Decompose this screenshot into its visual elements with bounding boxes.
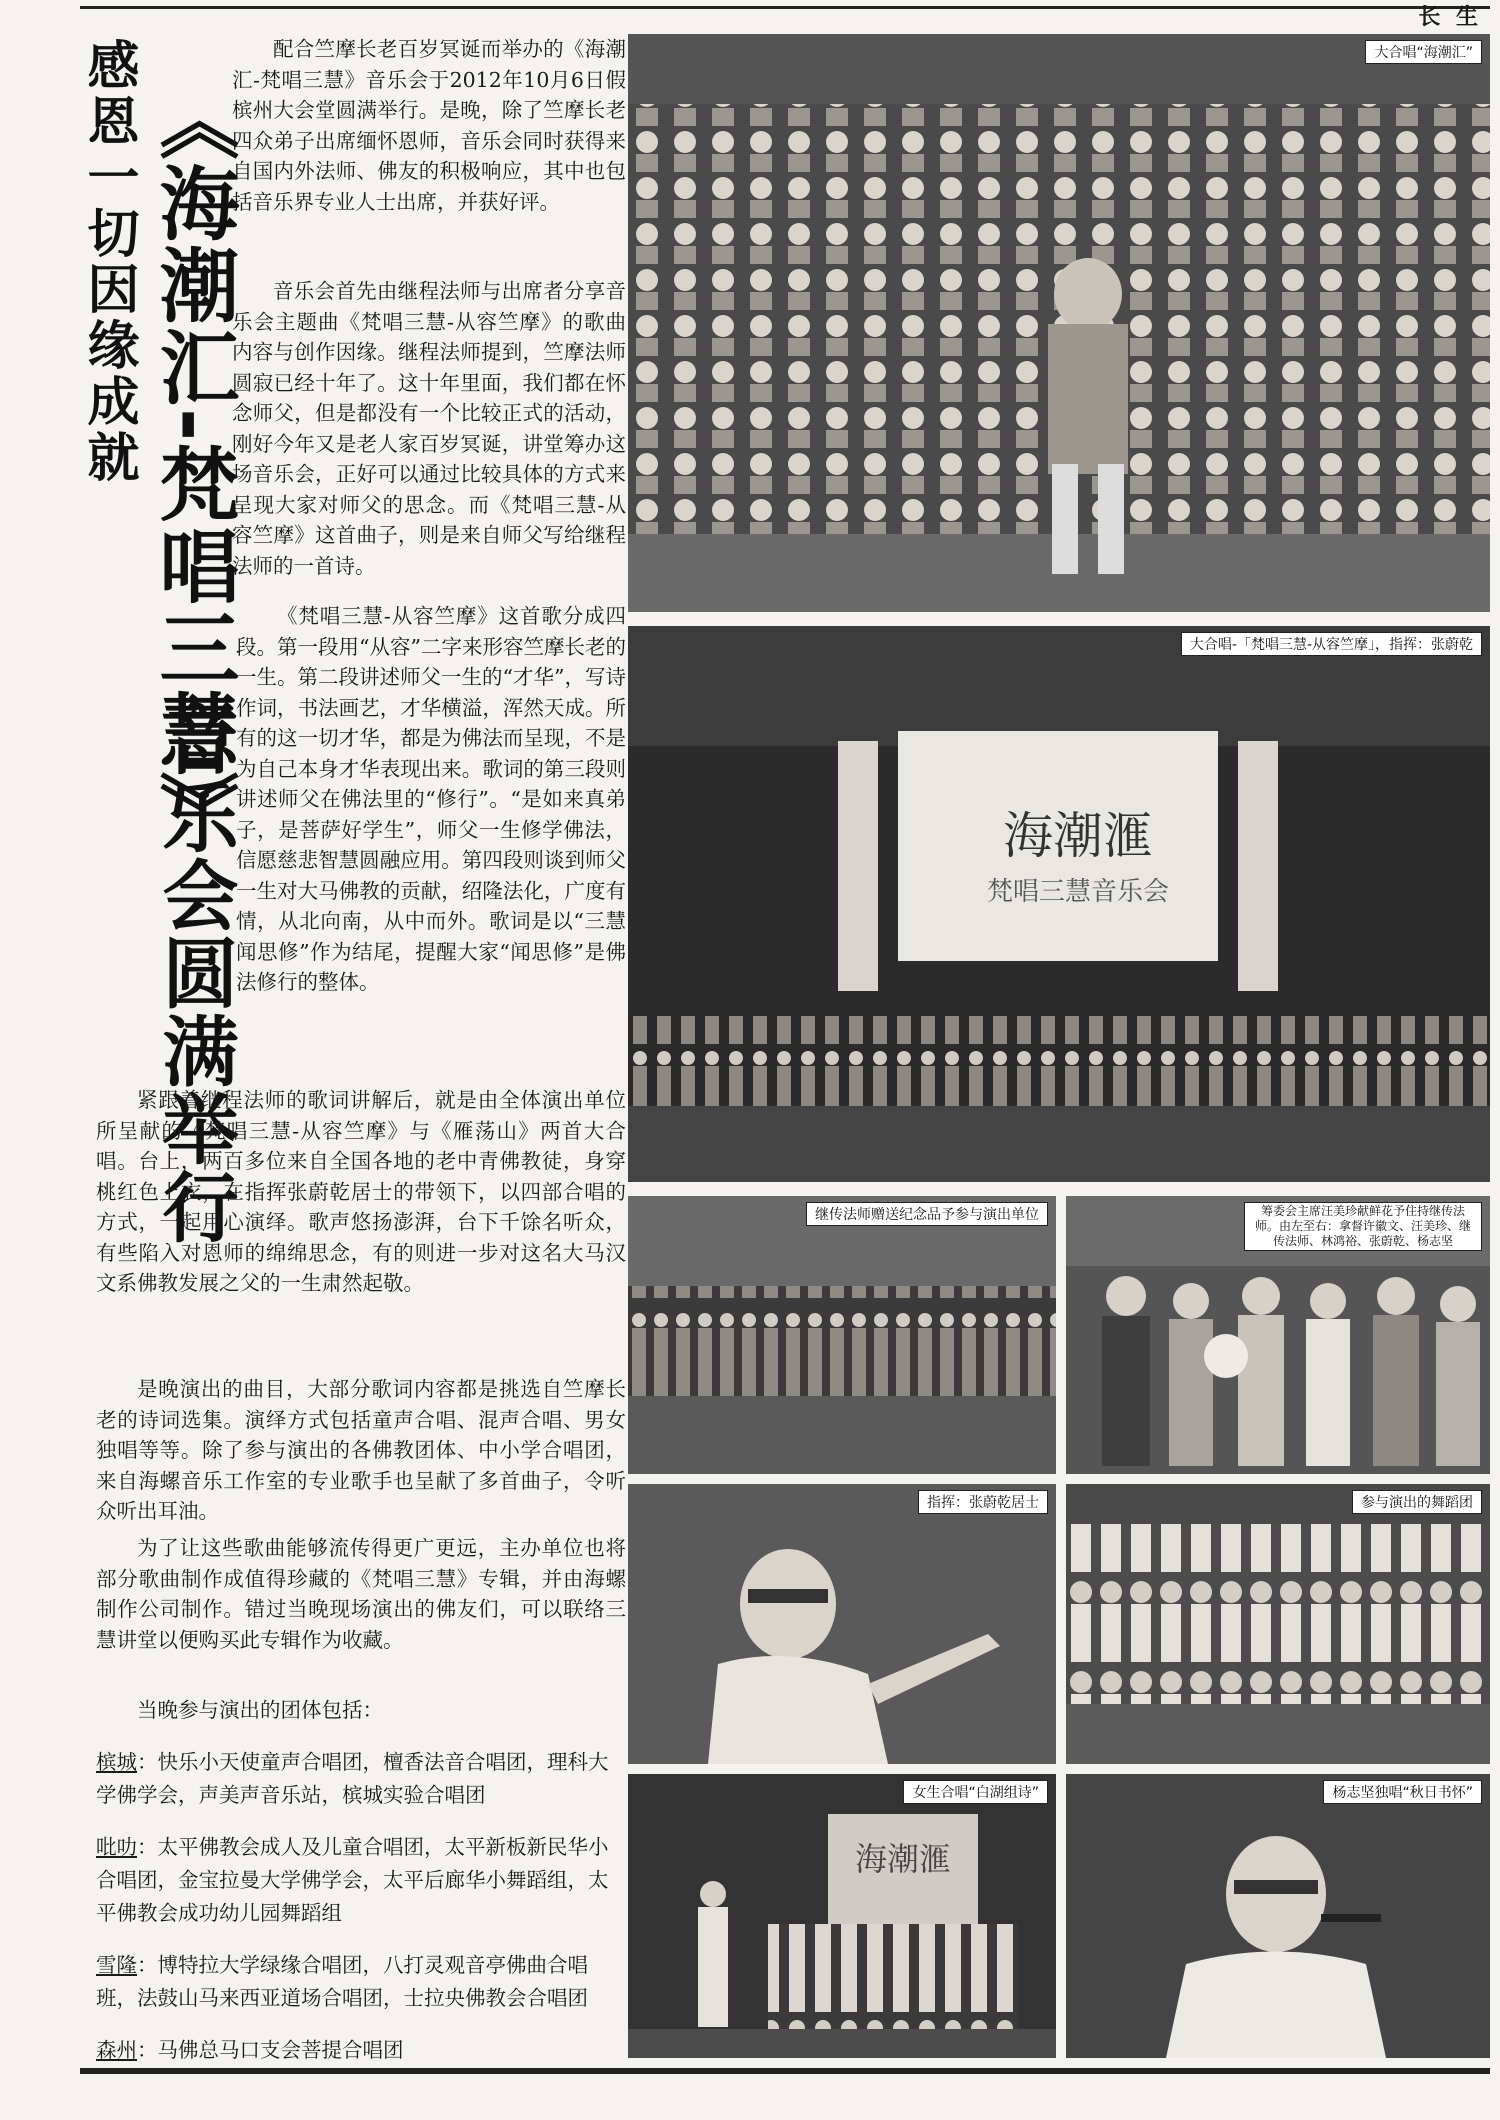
dance-scene-illustration bbox=[1066, 1484, 1490, 1764]
group-names: ：太平佛教会成人及儿童合唱团，太平新板新民华小合唱团，金宝拉曼大学佛学会，太平后廊华小舞蹈组，太平佛教会成功幼儿园舞蹈组 bbox=[96, 1835, 609, 1925]
photo-caption: 大合唱“海潮汇” bbox=[1365, 40, 1482, 64]
souvenir-scene-illustration bbox=[628, 1196, 1056, 1474]
paragraph-7: 当晚参与演出的团体包括： bbox=[137, 1698, 383, 1722]
article-kicker: 感恩一切因缘成就 bbox=[78, 38, 138, 486]
photo-dance-troupe bbox=[1066, 1484, 1490, 1764]
paragraph-2: 音乐会首先由继程法师与出席者分享音乐会主题曲《梵唱三慧-从容竺摩》的歌曲内容与创作因缘。继程法师提到，竺摩法师圆寂已经十年了。这十年里面，我们都在怀念师父，但是都没有一个比较正式的活动，刚好今年又是老人家百岁冥诞，讲堂筹办这场音乐会，正好可以通过比较具体的方式来呈现大家对师父的思念。而《梵唱三慧-从容竺摩》这首曲子，则是来自师父写给继程法师的一首诗。 bbox=[232, 279, 626, 578]
group-entry bbox=[96, 1831, 626, 1930]
group-entry bbox=[96, 1949, 626, 2015]
top-rule bbox=[80, 6, 1490, 9]
photo-stage-chorus bbox=[628, 626, 1490, 1182]
article-headline-line2: 音乐会圆满举行 bbox=[150, 700, 239, 1246]
stage-banner-subtitle: 梵唱三慧音乐会 bbox=[986, 877, 1169, 907]
photo-female-chorus bbox=[628, 1774, 1056, 2058]
group-names: ：博特拉大学绿缘合唱团，八打灵观音亭佛曲合唱班，法鼓山马来西亚道场合唱团，士拉央佛教会合唱团 bbox=[96, 1953, 588, 2010]
paragraph-4: 紧跟着继程法师的歌词讲解后，就是由全体演出单位所呈献的《梵唱三慧-从容竺摩》与《雁荡山》两首大合唱。台上，两百多位来自全国各地的老中青佛教徒，身穿桃红色上衣，在指挥张蔚乾居士的带领下，以四部合唱的方式，一起用心演绎。歌声悠扬澎湃，台下千馀名听众，有些陷入对恩师的绵绵思念，有的则进一步对这名大马汉文系佛教发展之父的一生肃然起敬。 bbox=[96, 1088, 626, 1295]
group-region: 森州 bbox=[96, 2038, 137, 2062]
photo-caption: 继传法师赠送纪念品予参与演出单位 bbox=[806, 1202, 1048, 1226]
female-chorus-scene-illustration bbox=[628, 1774, 1056, 2058]
solo-singer-scene-illustration bbox=[1066, 1774, 1490, 2058]
page-corner-text: 长 生 bbox=[1418, 4, 1482, 30]
paragraph-5: 是晚演出的曲目，大部分歌词内容都是挑选自竺摩长老的诗词选集。演绎方式包括童声合唱、混声合唱、男女独唱等等。除了参与演出的各佛教团体、中小学合唱团，来自海螺音乐工作室的专业歌手也呈献了多首曲子，令听众听出耳油。 bbox=[96, 1377, 626, 1523]
photo-caption: 筹委会主席汪美珍献鲜花予住持继传法师。由左至右：拿督许徽文、汪美珍、继传法师、林鸿裕、张蔚乾、杨志坚 bbox=[1244, 1202, 1482, 1251]
photo-caption: 大合唱-「梵唱三慧-从容竺摩」，指挥：张蔚乾 bbox=[1181, 632, 1482, 656]
stage-banner-title: 海潮滙 bbox=[854, 1840, 951, 1878]
bottom-rule bbox=[80, 2068, 1490, 2074]
performing-groups-list bbox=[96, 1746, 626, 2086]
group-entry bbox=[96, 1746, 626, 1812]
group-region: 吡叻 bbox=[96, 1835, 137, 1859]
choir-scene-illustration bbox=[628, 34, 1490, 612]
group-entry bbox=[96, 2034, 626, 2067]
photo-conductor bbox=[628, 1484, 1056, 1764]
group-names: ：马佛总马口支会菩提合唱团 bbox=[137, 2038, 404, 2062]
stage-banner-title: 海潮滙 bbox=[1003, 807, 1153, 865]
article-headline-line1: 《海潮汇-梵唱三慧》 bbox=[146, 80, 239, 854]
paragraph-3: 《梵唱三慧-从容竺摩》这首歌分成四段。第一段用“从容”二字来形容竺摩长老的一生。第二段讲述师父一生的“才华”，写诗作词，书法画艺，才华横溢，浑然天成。所有的这一切才华，都是为佛法而呈现，不是为自己本身才华表现出来。歌词的第三段则讲述师父在佛法里的“修行”。“是如来真弟子，是菩萨好学生”，师父一生修学佛法，信愿慈悲智慧圆融应用。第四段则谈到师父一生对大马佛教的贡献，绍隆法化，广度有情，从北向南，从中而外。歌词是以“三慧闻思修”作为结尾，提醒大家“闻思修”是佛法修行的整体。 bbox=[236, 604, 626, 994]
photo-solo-singer bbox=[1066, 1774, 1490, 2058]
photo-caption: 杨志坚独唱“秋日书怀” bbox=[1323, 1780, 1482, 1804]
photo-caption: 指挥：张蔚乾居士 bbox=[918, 1490, 1048, 1514]
photo-caption: 女生合唱“白湖组诗” bbox=[903, 1780, 1048, 1804]
conductor-scene-illustration bbox=[628, 1484, 1056, 1764]
group-names: ：快乐小天使童声合唱团，檀香法音合唱团，理科大学佛学会，声美声音乐站，槟城实验合唱团 bbox=[96, 1750, 609, 1807]
paragraph-6: 为了让这些歌曲能够流传得更广更远，主办单位也将部分歌曲制作成值得珍藏的《梵唱三慧》专辑，并由海螺制作公司制作。错过当晚现场演出的佛友们，可以联络三慧讲堂以便购买此专辑作为收藏。 bbox=[96, 1536, 626, 1652]
photo-choir-haichaohui bbox=[628, 34, 1490, 612]
photo-flower-presentation bbox=[1066, 1196, 1490, 1474]
group-region: 雪隆 bbox=[96, 1953, 137, 1977]
paragraph-1: 配合竺摩长老百岁冥诞而举办的《海潮汇-梵唱三慧》音乐会于2012年10月6日假槟州大会堂圆满举行。是晚，除了竺摩长老四众弟子出席缅怀恩师，音乐会同时获得来自国内外法师、佛友的积极响应，其中也包括音乐界专业人士出席，并获好评。 bbox=[232, 37, 626, 214]
group-region: 槟城 bbox=[96, 1750, 137, 1774]
photo-souvenir-presentation bbox=[628, 1196, 1056, 1474]
photo-caption: 参与演出的舞蹈团 bbox=[1352, 1490, 1482, 1514]
